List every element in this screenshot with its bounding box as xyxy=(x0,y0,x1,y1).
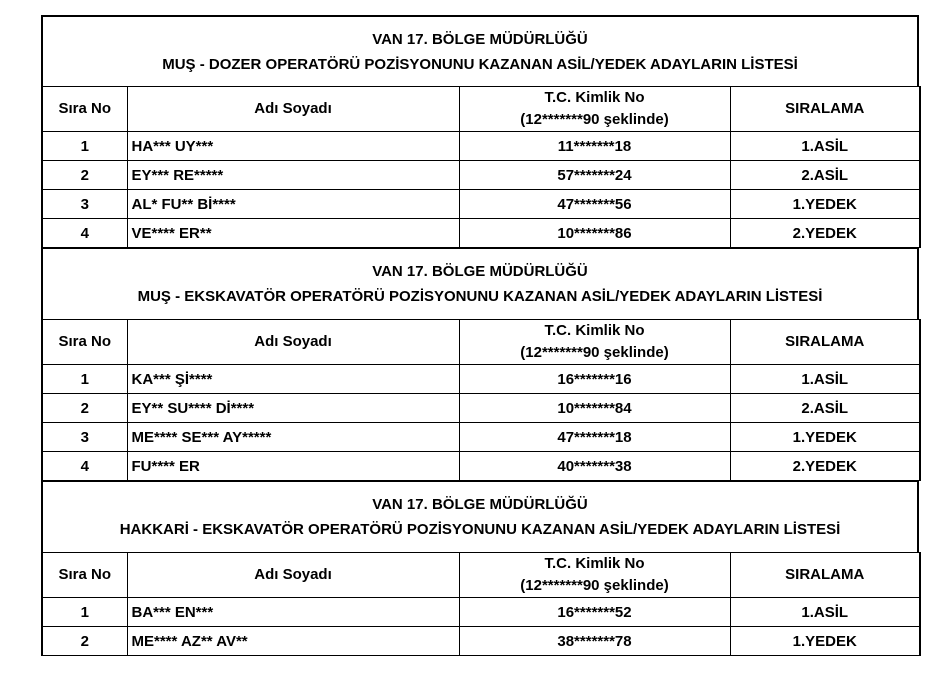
title-line-1: VAN 17. BÖLGE MÜDÜRLÜĞÜ xyxy=(372,496,588,513)
table-row xyxy=(42,161,920,190)
cell-rank: 1.YEDEK xyxy=(730,627,920,656)
cell-rank: 2.YEDEK xyxy=(730,452,920,481)
section-mus-dozer xyxy=(41,15,919,248)
cell-tc: 11*******18 xyxy=(459,132,730,161)
table-row xyxy=(42,190,920,219)
cell-rank: 1.YEDEK xyxy=(730,190,920,219)
section-title xyxy=(41,15,919,86)
title-line-2: MUŞ - EKSKAVATÖR OPERATÖRÜ POZİSYONUNU KAZANAN ASİL/YEDEK ADAYLARIN LİSTESİ xyxy=(137,288,823,305)
title-line-2: MUŞ - DOZER OPERATÖRÜ POZİSYONUNU KAZANAN ASİL/YEDEK ADAYLARIN LİSTESİ xyxy=(162,55,798,73)
header-sira-no: Sıra No xyxy=(42,320,127,365)
title-line-2: HAKKARİ - EKSKAVATÖR OPERATÖRÜ POZİSYONUNU KAZANAN ASİL/YEDEK ADAYLARIN LİSTESİ xyxy=(119,521,841,538)
header-adi-soyadi: Adı Soyadı xyxy=(127,320,459,365)
header-sira-no: Sıra No xyxy=(42,87,127,132)
cell-sira-no: 1 xyxy=(42,365,127,394)
cell-name: KA*** Şİ**** xyxy=(127,365,459,394)
table-header-row xyxy=(42,320,920,365)
section-hakkari-ekskavator xyxy=(41,481,919,656)
section-title xyxy=(41,481,919,552)
cell-tc: 16*******16 xyxy=(459,365,730,394)
cell-tc: 10*******84 xyxy=(459,394,730,423)
header-tc-kimlik xyxy=(459,320,730,365)
candidate-table xyxy=(41,319,921,481)
title-line-1: VAN 17. BÖLGE MÜDÜRLÜĞÜ xyxy=(372,263,588,280)
cell-name: ME**** AZ** AV** xyxy=(127,627,459,656)
header-siralama: SIRALAMA xyxy=(730,320,920,365)
table-row xyxy=(42,598,920,627)
header-adi-soyadi: Adı Soyadı xyxy=(127,553,459,598)
cell-sira-no: 2 xyxy=(42,394,127,423)
header-tc-line-2: (12*******90 şeklinde) xyxy=(520,111,669,128)
table-row xyxy=(42,219,920,248)
cell-rank: 1.YEDEK xyxy=(730,423,920,452)
table-header-row xyxy=(42,87,920,132)
cell-sira-no: 1 xyxy=(42,598,127,627)
cell-sira-no: 3 xyxy=(42,190,127,219)
header-tc-kimlik xyxy=(459,553,730,598)
cell-rank: 1.ASİL xyxy=(730,598,920,627)
cell-name: FU**** ER xyxy=(127,452,459,481)
cell-sira-no: 3 xyxy=(42,423,127,452)
cell-sira-no: 4 xyxy=(42,219,127,248)
header-siralama: SIRALAMA xyxy=(730,87,920,132)
header-siralama: SIRALAMA xyxy=(730,553,920,598)
cell-sira-no: 4 xyxy=(42,452,127,481)
cell-name: AL* FU** Bİ**** xyxy=(127,190,459,219)
cell-tc: 47*******56 xyxy=(459,190,730,219)
header-tc-line-2: (12*******90 şeklinde) xyxy=(520,344,669,361)
section-title xyxy=(41,248,919,319)
cell-tc: 16*******52 xyxy=(459,598,730,627)
cell-rank: 1.ASİL xyxy=(730,132,920,161)
cell-rank: 2.YEDEK xyxy=(730,219,920,248)
header-tc-line-1: T.C. Kimlik No xyxy=(544,555,645,572)
cell-tc: 47*******18 xyxy=(459,423,730,452)
cell-sira-no: 2 xyxy=(42,161,127,190)
cell-tc: 57*******24 xyxy=(459,161,730,190)
table-row xyxy=(42,423,920,452)
table-row xyxy=(42,365,920,394)
cell-tc: 10*******86 xyxy=(459,219,730,248)
cell-sira-no: 2 xyxy=(42,627,127,656)
header-adi-soyadi: Adı Soyadı xyxy=(127,87,459,132)
candidate-table xyxy=(41,86,921,248)
title-line-1: VAN 17. BÖLGE MÜDÜRLÜĞÜ xyxy=(372,30,588,48)
section-mus-ekskavator xyxy=(41,248,919,481)
table-header-row xyxy=(42,553,920,598)
cell-rank: 2.ASİL xyxy=(730,161,920,190)
cell-sira-no: 1 xyxy=(42,132,127,161)
header-tc-line-1: T.C. Kimlik No xyxy=(544,89,645,106)
header-tc-line-2: (12*******90 şeklinde) xyxy=(520,577,669,594)
cell-rank: 2.ASİL xyxy=(730,394,920,423)
cell-name: BA*** EN*** xyxy=(127,598,459,627)
cell-tc: 38*******78 xyxy=(459,627,730,656)
header-sira-no: Sıra No xyxy=(42,553,127,598)
table-row xyxy=(42,452,920,481)
table-row xyxy=(42,394,920,423)
table-row xyxy=(42,627,920,656)
cell-tc: 40*******38 xyxy=(459,452,730,481)
cell-name: VE**** ER** xyxy=(127,219,459,248)
header-tc-line-1: T.C. Kimlik No xyxy=(544,322,645,339)
candidate-table xyxy=(41,552,921,656)
table-row xyxy=(42,132,920,161)
cell-name: ME**** SE*** AY***** xyxy=(127,423,459,452)
cell-rank: 1.ASİL xyxy=(730,365,920,394)
cell-name: HA*** UY*** xyxy=(127,132,459,161)
cell-name: EY*** RE***** xyxy=(127,161,459,190)
candidate-list-document xyxy=(41,15,919,656)
cell-name: EY** SU**** Dİ**** xyxy=(127,394,459,423)
header-tc-kimlik xyxy=(459,87,730,132)
